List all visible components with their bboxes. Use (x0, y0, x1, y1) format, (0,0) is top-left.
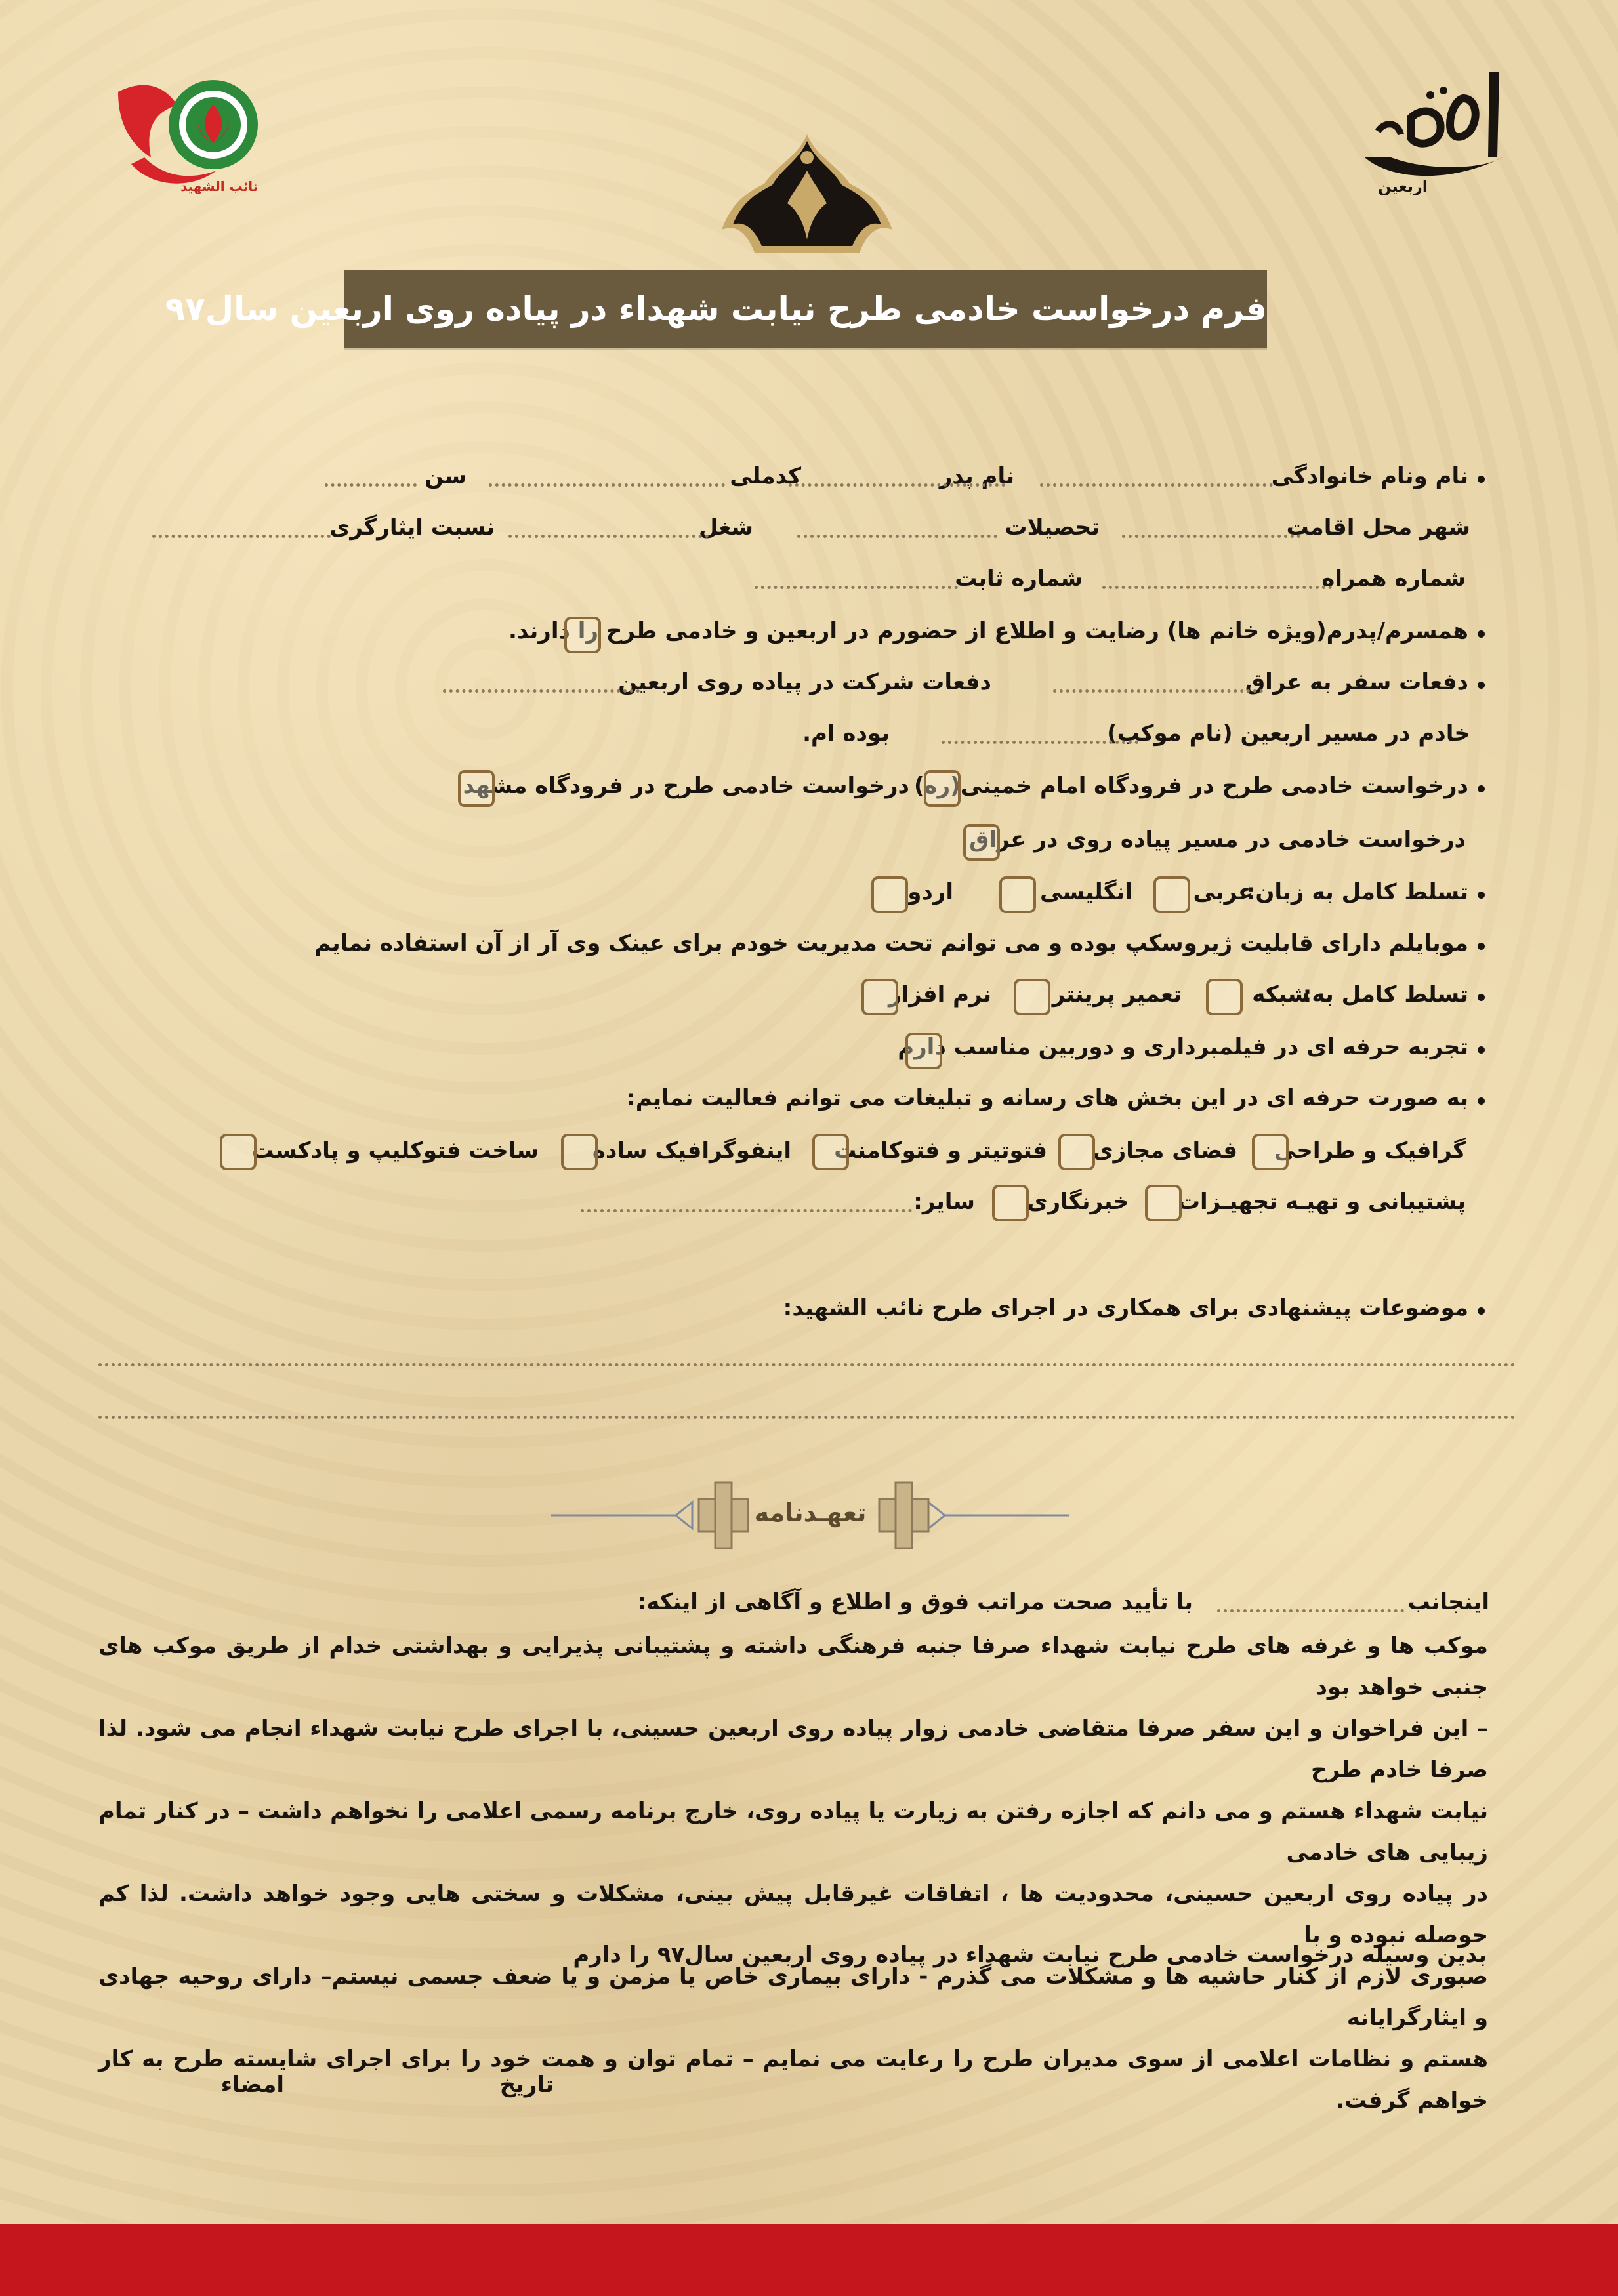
pledge-line: موکب ها و غرفه های طرح نیابت شهداء صرفا جنبه فرهنگی داشته و پشتیبانی پذیرایی و بهداشتی خدام از طریق موکب های جنبی خواهد بود (98, 1633, 1488, 1700)
airport-mashhad-label: درخواست خادمی طرح در فرودگاه مشهد (463, 773, 909, 799)
calligraphy-text: اربعین (1378, 177, 1428, 195)
age-field[interactable] (325, 483, 417, 487)
suggestions-field-line-2[interactable] (98, 1416, 1516, 1419)
pledge-line: نیابت شهداء هستم و می دانم که اجازه رفتن به زیارت یا پیاده روی، خارج برنامه رسمی اعلامی را نخواهم داشت – در کنار تمام زیبایی های خادمی (98, 1798, 1488, 1866)
mobile-field[interactable] (1102, 586, 1332, 589)
mokeb-label: خادم در مسیر اربعین (نام موکب) (1107, 720, 1470, 747)
airport-khomeini-checkbox[interactable] (924, 770, 961, 807)
father-name-label: نام پدر (939, 463, 1014, 489)
landline-label: شماره ثابت (955, 565, 1083, 592)
bullet-icon (1478, 630, 1485, 638)
title-bar (165, 270, 1267, 348)
media-graphic-label: گرافیک و طراحی (1274, 1138, 1466, 1164)
pledge-line: در پیاده روی اربعین حسینی، محدودیت ها ، اتفاقات غیرقابل پیش بینی، مشکلات و سختی هایی وجود خواهد داشت. لذا کم حوصله نبوده و با (98, 1881, 1488, 1948)
skill-software-label: نرم افزار (888, 981, 991, 1008)
sacrifice-relation-label: نسبت ایثارگری (329, 514, 495, 541)
pledge-name-field[interactable] (1217, 1609, 1404, 1612)
signature-label: امضاء (220, 2072, 284, 2098)
sacrifice-relation-field[interactable] (152, 535, 331, 538)
media-social-label: فضای مجازی (1092, 1138, 1237, 1164)
education-label: تحصیلات (1005, 514, 1100, 541)
bullet-icon (1478, 943, 1485, 950)
lang-urdu-checkbox[interactable] (871, 876, 908, 913)
media-clip-checkbox[interactable] (220, 1134, 257, 1170)
city-field[interactable] (1122, 535, 1300, 538)
request-text: بدین وسیله درخواست خادمی طرح نیابت شهداء در پیاده روی اربعین سال۹۷ را دارم (573, 1942, 1487, 1968)
pledge-heading: تعهـدنامه (754, 1498, 867, 1527)
skill-network-label: شبکه (1252, 981, 1310, 1008)
walk-route-label: درخواست خادمی در مسیر پیاده روی در عراق (969, 827, 1466, 853)
media-social-checkbox[interactable] (1058, 1134, 1095, 1170)
consent-checkbox[interactable] (564, 617, 601, 653)
full-name-field[interactable] (1040, 483, 1273, 487)
national-id-label: کدملی (730, 463, 801, 489)
bullet-icon (1478, 1097, 1485, 1105)
age-label: سن (424, 463, 467, 489)
airport-khomeini-label: درخواست خادمی طرح در فرودگاه امام خمینی(ره) (914, 773, 1468, 799)
iraq-trips-label: دفعات سفر به عراق (1245, 669, 1468, 695)
pledge-line: صبوری لازم از کنار حاشیه ها و مشکلات می گذرم - دارای بیماری خاص یا مزمن و یا ضعف جسمی نیستم– دارای روحیه جهادی و ایثارگرایانه (98, 1963, 1488, 2031)
iraq-trips-field[interactable] (1053, 689, 1263, 693)
skills-label: تسلط کامل به: (1302, 981, 1468, 1008)
skill-network-checkbox[interactable] (1206, 979, 1243, 1015)
media-graphic-checkbox[interactable] (1252, 1134, 1289, 1170)
footer-band (0, 2224, 1618, 2296)
bullet-icon (1478, 994, 1485, 1001)
full-name-label: نام ونام خانوادگی (1271, 463, 1468, 489)
media-infographic-label: اینفوگرافیک ساده (592, 1138, 791, 1164)
lang-arabic-label: عربی (1193, 879, 1253, 905)
media-reporter-label: خبرنگاری (1027, 1189, 1129, 1215)
education-field[interactable] (797, 535, 997, 538)
logo-caption: نائب الشهید (180, 178, 259, 194)
lang-english-checkbox[interactable] (999, 876, 1036, 913)
mokeb-name-field[interactable] (942, 741, 1138, 744)
date-label: تاریخ (499, 2072, 554, 2098)
media-clip-label: ساخت فتوکلیپ و پادکست (251, 1138, 539, 1164)
arbaeen-calligraphy-logo (1352, 59, 1529, 197)
filming-text: تجربه حرفه ای در فیلمبرداری و دوربین مناسب دارم (898, 1034, 1468, 1060)
walk-trips-field[interactable] (443, 689, 640, 693)
media-reporter-checkbox[interactable] (992, 1185, 1029, 1221)
pledge-body (98, 1626, 1488, 2122)
media-other-field[interactable] (581, 1209, 912, 1212)
pledge-line: – این فراخوان و این سفر صرفا متقاضی خادمی زوار پیاده روی اربعین حسینی، با اجرای طرح نیابت شهداء انجام می شود. لذا صرفا خادم طرح (98, 1715, 1488, 1783)
landline-field[interactable] (755, 586, 958, 589)
bullet-icon (1478, 682, 1485, 689)
suggestions-label: موضوعات پیشنهادی برای همکاری در اجرای طرح نائب الشهید: (783, 1295, 1468, 1321)
lang-english-label: انگلیسی (1040, 879, 1132, 905)
languages-label: تسلط کامل به زبان: (1246, 879, 1468, 905)
national-id-field[interactable] (489, 483, 725, 487)
pledge-line: هستم و نظامات اعلامی از سوی مدیران طرح را رعایت می نمایم – تمام توان و همت خود را برای اجرای شایسته طرح به کار خواهم گرفت. (98, 2046, 1488, 2114)
skill-printer-checkbox[interactable] (1014, 979, 1050, 1015)
media-phototitle-label: فتوتیتر و فتوکامنت (834, 1138, 1047, 1164)
pledge-intro-name: اینجانب (1407, 1589, 1489, 1615)
skill-printer-label: تعمیر پرینتر (1052, 981, 1182, 1008)
media-phototitle-checkbox[interactable] (812, 1134, 849, 1170)
organization-logo (105, 66, 276, 203)
bullet-icon (1478, 1046, 1485, 1054)
airport-mashhad-checkbox[interactable] (458, 770, 495, 807)
mobile-label: شماره همراه (1321, 565, 1466, 592)
job-label: شغل (699, 514, 753, 541)
bullet-icon (1478, 892, 1485, 899)
walk-route-checkbox[interactable] (963, 824, 1000, 861)
calligraphy-icon (1352, 59, 1529, 197)
bullet-icon (1478, 1307, 1485, 1315)
ornament-icon (712, 131, 902, 276)
city-label: شهر محل اقامت (1286, 514, 1470, 541)
media-support-checkbox[interactable] (1145, 1185, 1182, 1221)
job-field[interactable] (508, 535, 709, 538)
page-title: فرم درخواست خادمی طرح نیابت شهداء در پیاده روی اربعین سال۹۷ (165, 290, 1267, 328)
filming-checkbox[interactable] (905, 1033, 942, 1069)
pledge-intro-text: با تأیید صحت مراتب فوق و اطلاع و آگاهی از اینکه: (637, 1589, 1193, 1615)
media-other-label: سایر: (913, 1189, 975, 1215)
lang-urdu-label: اردو (907, 879, 953, 905)
consent-text: همسرم/پدرم(ویژه خانم ها) رضایت و اطلاع از حضورم در اربعین و خادمی طرح را دارند. (508, 618, 1468, 644)
mokeb-suffix: بوده ام. (802, 720, 890, 747)
media-support-label: پشتیبانی و تهیـه تجهیـزات (1177, 1189, 1466, 1215)
suggestions-field-line-1[interactable] (98, 1363, 1516, 1366)
lang-arabic-checkbox[interactable] (1153, 876, 1190, 913)
skill-software-checkbox[interactable] (861, 979, 898, 1015)
media-infographic-checkbox[interactable] (561, 1134, 598, 1170)
mobile-vr-text: موبایلم دارای قابلیت ژیروسکپ بوده و می توانم تحت مدیریت خودم برای عینک وی آر از آن استفاده نمایم (314, 930, 1468, 956)
bullet-icon (1478, 476, 1485, 483)
bullet-icon (1478, 785, 1485, 792)
father-name-field[interactable] (789, 483, 1005, 487)
media-intro-text: به صورت حرفه ای در این بخش های رسانه و تبلیغات می توانم فعالیت نمایم: (627, 1085, 1468, 1111)
walk-trips-label: دفعات شرکت در پیاده روی اربعین (618, 669, 991, 695)
